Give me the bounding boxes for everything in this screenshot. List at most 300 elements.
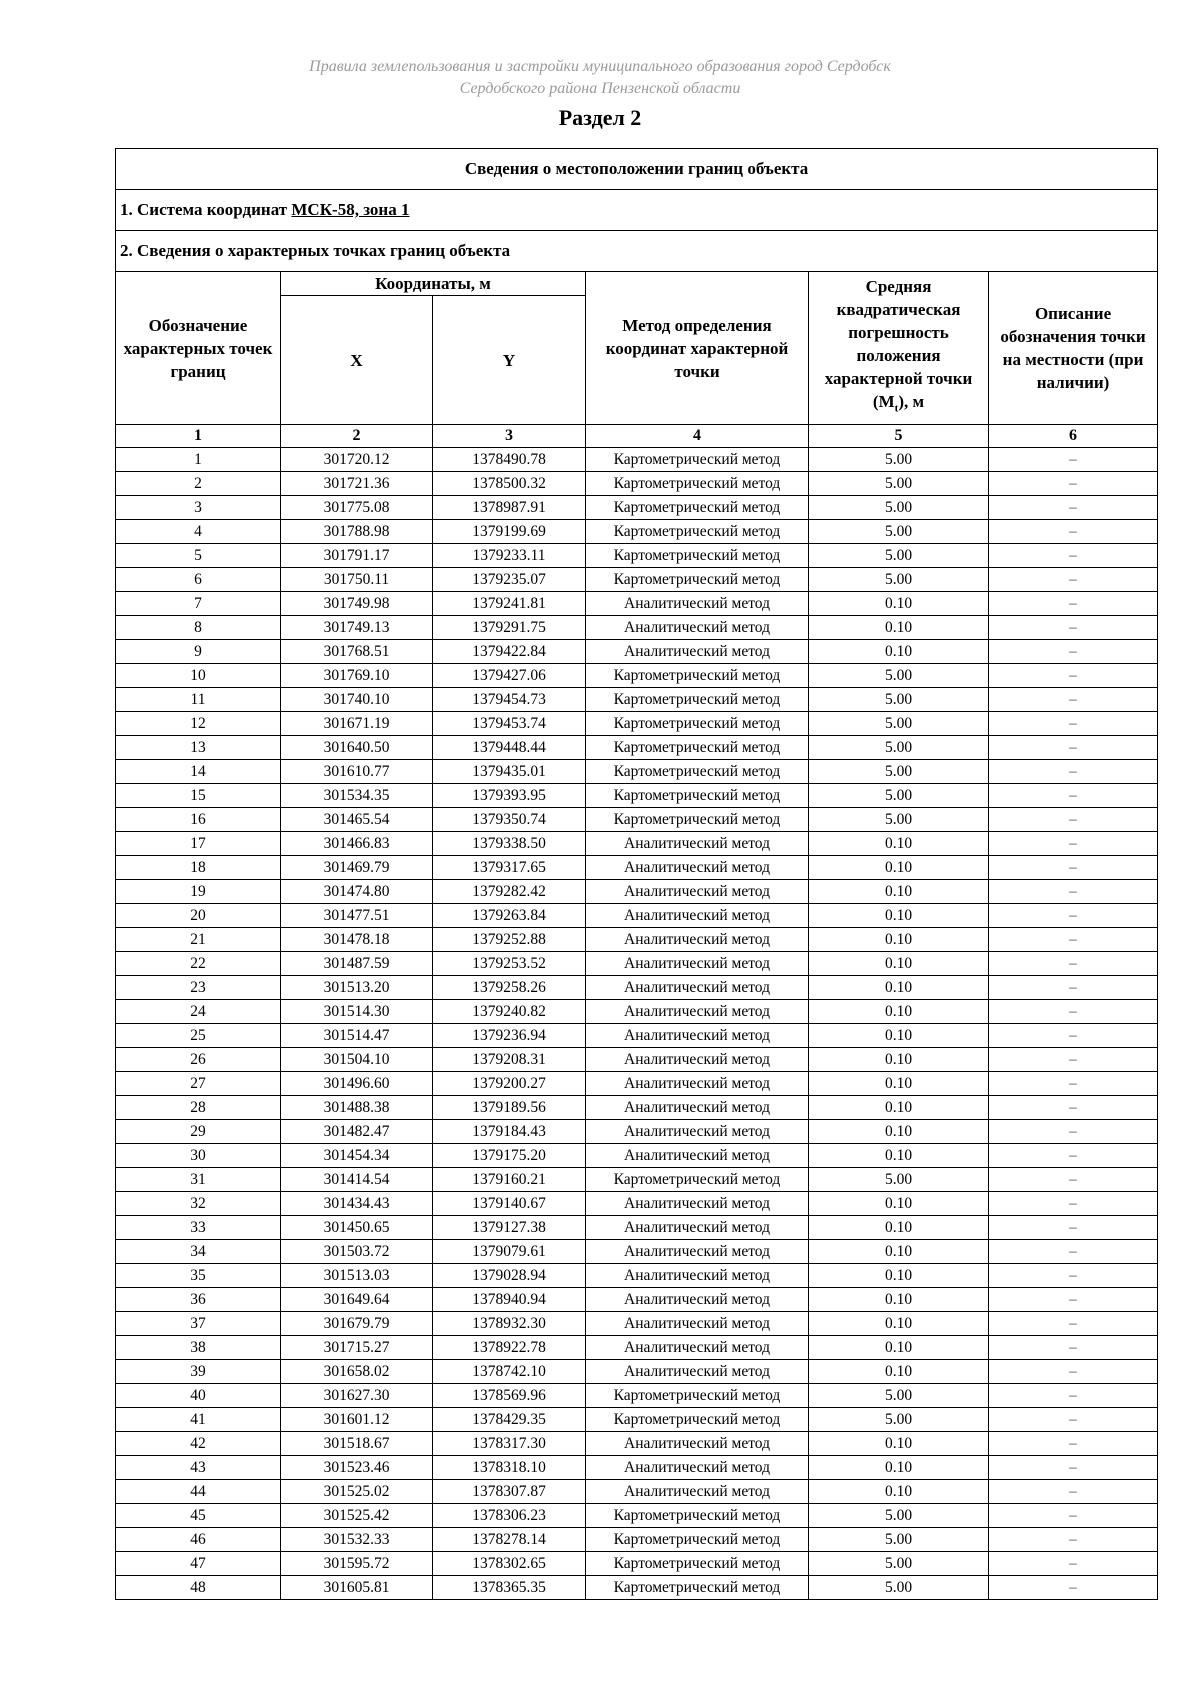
y-cell: 1378569.96 <box>433 1384 586 1408</box>
column-number-2: 2 <box>281 425 433 448</box>
description-cell: – <box>989 1528 1158 1552</box>
method-cell: Картометрический метод <box>586 1384 809 1408</box>
error-cell: 0.10 <box>809 1288 989 1312</box>
description-cell: – <box>989 1552 1158 1576</box>
method-cell: Аналитический метод <box>586 1024 809 1048</box>
x-cell: 301454.34 <box>281 1144 433 1168</box>
point-id-cell: 21 <box>116 928 281 952</box>
point-id-cell: 11 <box>116 688 281 712</box>
error-cell: 0.10 <box>809 1048 989 1072</box>
description-cell: – <box>989 448 1158 472</box>
error-cell: 0.10 <box>809 976 989 1000</box>
description-cell: – <box>989 1384 1158 1408</box>
table-row <box>116 1312 1158 1336</box>
x-cell: 301513.20 <box>281 976 433 1000</box>
point-id-cell: 42 <box>116 1432 281 1456</box>
method-cell: Аналитический метод <box>586 1432 809 1456</box>
error-cell: 0.10 <box>809 1096 989 1120</box>
error-cell: 0.10 <box>809 1360 989 1384</box>
description-cell: – <box>989 1408 1158 1432</box>
y-cell: 1379454.73 <box>433 688 586 712</box>
x-cell: 301610.77 <box>281 760 433 784</box>
method-cell: Аналитический метод <box>586 952 809 976</box>
table-row <box>116 880 1158 904</box>
point-id-cell: 35 <box>116 1264 281 1288</box>
method-cell: Аналитический метод <box>586 904 809 928</box>
point-id-cell: 20 <box>116 904 281 928</box>
method-cell: Аналитический метод <box>586 880 809 904</box>
point-id-cell: 25 <box>116 1024 281 1048</box>
method-cell: Картометрический метод <box>586 784 809 808</box>
table-row <box>116 1096 1158 1120</box>
description-cell: – <box>989 904 1158 928</box>
method-cell: Аналитический метод <box>586 1216 809 1240</box>
error-cell: 0.10 <box>809 640 989 664</box>
table-row <box>116 1264 1158 1288</box>
error-cell: 5.00 <box>809 688 989 712</box>
error-cell: 0.10 <box>809 832 989 856</box>
y-cell: 1378318.10 <box>433 1456 586 1480</box>
x-cell: 301658.02 <box>281 1360 433 1384</box>
point-id-cell: 45 <box>116 1504 281 1528</box>
point-id-cell: 9 <box>116 640 281 664</box>
error-cell: 0.10 <box>809 1312 989 1336</box>
table-row <box>116 1144 1158 1168</box>
point-id-cell: 3 <box>116 496 281 520</box>
x-cell: 301720.12 <box>281 448 433 472</box>
method-cell: Аналитический метод <box>586 1048 809 1072</box>
x-cell: 301504.10 <box>281 1048 433 1072</box>
error-cell: 5.00 <box>809 1552 989 1576</box>
y-cell: 1379189.56 <box>433 1096 586 1120</box>
error-cell: 0.10 <box>809 928 989 952</box>
description-cell: – <box>989 664 1158 688</box>
x-cell: 301534.35 <box>281 784 433 808</box>
table-title: Сведения о местоположении границ объекта <box>116 149 1158 190</box>
x-cell: 301649.64 <box>281 1288 433 1312</box>
table-title-row <box>116 149 1158 190</box>
y-cell: 1379241.81 <box>433 592 586 616</box>
table-row <box>116 1360 1158 1384</box>
y-cell: 1378490.78 <box>433 448 586 472</box>
table-row <box>116 1240 1158 1264</box>
error-cell: 5.00 <box>809 664 989 688</box>
table-row <box>116 1576 1158 1600</box>
x-cell: 301775.08 <box>281 496 433 520</box>
table-row <box>116 1000 1158 1024</box>
description-cell: – <box>989 1192 1158 1216</box>
x-cell: 301503.72 <box>281 1240 433 1264</box>
point-id-cell: 36 <box>116 1288 281 1312</box>
table-row <box>116 1288 1158 1312</box>
table-row <box>116 856 1158 880</box>
table-row <box>116 1336 1158 1360</box>
y-cell: 1379236.94 <box>433 1024 586 1048</box>
x-cell: 301466.83 <box>281 832 433 856</box>
error-cell: 0.10 <box>809 1024 989 1048</box>
table-row <box>116 664 1158 688</box>
y-cell: 1379427.06 <box>433 664 586 688</box>
table-row <box>116 1552 1158 1576</box>
point-id-cell: 7 <box>116 592 281 616</box>
header-point: Обозначение характерных точек границ <box>116 272 281 425</box>
header-line-2: Сердобского района Пензенской области <box>459 80 741 97</box>
table-row <box>116 904 1158 928</box>
x-cell: 301671.19 <box>281 712 433 736</box>
error-cell: 5.00 <box>809 736 989 760</box>
header-row-1 <box>116 272 1158 296</box>
y-cell: 1379453.74 <box>433 712 586 736</box>
method-cell: Аналитический метод <box>586 1360 809 1384</box>
description-cell: – <box>989 688 1158 712</box>
x-cell: 301749.13 <box>281 616 433 640</box>
error-cell: 0.10 <box>809 1432 989 1456</box>
point-id-cell: 43 <box>116 1456 281 1480</box>
y-cell: 1379253.52 <box>433 952 586 976</box>
coord-system-cell <box>116 190 1158 231</box>
description-cell: – <box>989 712 1158 736</box>
description-cell: – <box>989 1576 1158 1600</box>
point-id-cell: 24 <box>116 1000 281 1024</box>
x-cell: 301450.65 <box>281 1216 433 1240</box>
column-number-6: 6 <box>989 425 1158 448</box>
y-cell: 1379317.65 <box>433 856 586 880</box>
x-cell: 301469.79 <box>281 856 433 880</box>
y-cell: 1379240.82 <box>433 1000 586 1024</box>
method-cell: Аналитический метод <box>586 1072 809 1096</box>
y-cell: 1378932.30 <box>433 1312 586 1336</box>
error-cell: 5.00 <box>809 1168 989 1192</box>
method-cell: Картометрический метод <box>586 808 809 832</box>
y-cell: 1379448.44 <box>433 736 586 760</box>
table-row <box>116 808 1158 832</box>
point-id-cell: 23 <box>116 976 281 1000</box>
y-cell: 1379200.27 <box>433 1072 586 1096</box>
document-header <box>0 56 1200 100</box>
point-id-cell: 31 <box>116 1168 281 1192</box>
y-cell: 1378317.30 <box>433 1432 586 1456</box>
description-cell: – <box>989 1024 1158 1048</box>
point-id-cell: 26 <box>116 1048 281 1072</box>
table-row <box>116 472 1158 496</box>
method-cell: Картометрический метод <box>586 544 809 568</box>
header-description: Описание обозначения точки на местности (при наличии) <box>989 272 1158 425</box>
x-cell: 301482.47 <box>281 1120 433 1144</box>
y-cell: 1378306.23 <box>433 1504 586 1528</box>
error-cell: 5.00 <box>809 712 989 736</box>
method-cell: Картометрический метод <box>586 664 809 688</box>
error-cell: 0.10 <box>809 592 989 616</box>
section-title: Раздел 2 <box>558 105 642 130</box>
method-cell: Картометрический метод <box>586 760 809 784</box>
x-cell: 301749.98 <box>281 592 433 616</box>
error-cell: 5.00 <box>809 568 989 592</box>
y-cell: 1379140.67 <box>433 1192 586 1216</box>
method-cell: Аналитический метод <box>586 1120 809 1144</box>
point-id-cell: 37 <box>116 1312 281 1336</box>
description-cell: – <box>989 544 1158 568</box>
x-cell: 301414.54 <box>281 1168 433 1192</box>
table-row <box>116 1528 1158 1552</box>
table-row <box>116 976 1158 1000</box>
point-id-cell: 2 <box>116 472 281 496</box>
x-cell: 301715.27 <box>281 1336 433 1360</box>
point-id-cell: 6 <box>116 568 281 592</box>
description-cell: – <box>989 928 1158 952</box>
method-cell: Картометрический метод <box>586 736 809 760</box>
method-cell: Аналитический метод <box>586 1000 809 1024</box>
x-cell: 301488.38 <box>281 1096 433 1120</box>
method-cell: Картометрический метод <box>586 496 809 520</box>
column-number-3: 3 <box>433 425 586 448</box>
error-cell: 5.00 <box>809 1528 989 1552</box>
y-cell: 1379252.88 <box>433 928 586 952</box>
point-id-cell: 44 <box>116 1480 281 1504</box>
y-cell: 1379208.31 <box>433 1048 586 1072</box>
y-cell: 1378307.87 <box>433 1480 586 1504</box>
point-id-cell: 19 <box>116 880 281 904</box>
x-cell: 301679.79 <box>281 1312 433 1336</box>
method-cell: Аналитический метод <box>586 1336 809 1360</box>
description-cell: – <box>989 592 1158 616</box>
error-cell: 0.10 <box>809 1192 989 1216</box>
error-cell: 0.10 <box>809 1072 989 1096</box>
x-cell: 301769.10 <box>281 664 433 688</box>
x-cell: 301474.80 <box>281 880 433 904</box>
table-row <box>116 1048 1158 1072</box>
method-cell: Картометрический метод <box>586 1576 809 1600</box>
table-row <box>116 736 1158 760</box>
error-cell: 0.10 <box>809 1120 989 1144</box>
y-cell: 1379263.84 <box>433 904 586 928</box>
method-cell: Картометрический метод <box>586 1504 809 1528</box>
point-id-cell: 41 <box>116 1408 281 1432</box>
error-cell: 5.00 <box>809 496 989 520</box>
error-cell: 5.00 <box>809 472 989 496</box>
x-cell: 301740.10 <box>281 688 433 712</box>
error-cell: 0.10 <box>809 1240 989 1264</box>
error-cell: 0.10 <box>809 1216 989 1240</box>
header-y: Y <box>433 296 586 425</box>
x-cell: 301627.30 <box>281 1384 433 1408</box>
table-row <box>116 496 1158 520</box>
description-cell: – <box>989 1360 1158 1384</box>
point-id-cell: 28 <box>116 1096 281 1120</box>
boundary-points-table <box>115 148 1158 1600</box>
point-id-cell: 15 <box>116 784 281 808</box>
y-cell: 1379435.01 <box>433 760 586 784</box>
y-cell: 1378302.65 <box>433 1552 586 1576</box>
header-x: X <box>281 296 433 425</box>
error-cell: 0.10 <box>809 880 989 904</box>
x-cell: 301640.50 <box>281 736 433 760</box>
x-cell: 301721.36 <box>281 472 433 496</box>
method-cell: Картометрический метод <box>586 472 809 496</box>
points-title-row <box>116 231 1158 272</box>
method-cell: Аналитический метод <box>586 928 809 952</box>
method-cell: Аналитический метод <box>586 1288 809 1312</box>
method-cell: Аналитический метод <box>586 1312 809 1336</box>
description-cell: – <box>989 568 1158 592</box>
y-cell: 1378922.78 <box>433 1336 586 1360</box>
x-cell: 301788.98 <box>281 520 433 544</box>
table-row <box>116 928 1158 952</box>
method-cell: Аналитический метод <box>586 616 809 640</box>
description-cell: – <box>989 736 1158 760</box>
point-id-cell: 32 <box>116 1192 281 1216</box>
description-cell: – <box>989 1312 1158 1336</box>
error-cell: 5.00 <box>809 1576 989 1600</box>
method-cell: Аналитический метод <box>586 640 809 664</box>
method-cell: Аналитический метод <box>586 1480 809 1504</box>
description-cell: – <box>989 1240 1158 1264</box>
description-cell: – <box>989 952 1158 976</box>
method-cell: Картометрический метод <box>586 1528 809 1552</box>
y-cell: 1378365.35 <box>433 1576 586 1600</box>
method-cell: Картометрический метод <box>586 1552 809 1576</box>
description-cell: – <box>989 472 1158 496</box>
y-cell: 1379350.74 <box>433 808 586 832</box>
x-cell: 301465.54 <box>281 808 433 832</box>
column-number-5: 5 <box>809 425 989 448</box>
table-row <box>116 616 1158 640</box>
description-cell: – <box>989 616 1158 640</box>
point-id-cell: 40 <box>116 1384 281 1408</box>
error-cell: 5.00 <box>809 1408 989 1432</box>
table-row <box>116 1216 1158 1240</box>
table-row <box>116 1192 1158 1216</box>
header-line-1: Правила землепользования и застройки муниципального образования город Сердобск <box>309 58 891 75</box>
table-row <box>116 568 1158 592</box>
description-cell: – <box>989 1048 1158 1072</box>
point-id-cell: 48 <box>116 1576 281 1600</box>
point-id-cell: 22 <box>116 952 281 976</box>
error-cell: 0.10 <box>809 1000 989 1024</box>
error-cell: 5.00 <box>809 808 989 832</box>
column-number-1: 1 <box>116 425 281 448</box>
x-cell: 301595.72 <box>281 1552 433 1576</box>
point-id-cell: 10 <box>116 664 281 688</box>
description-cell: – <box>989 1456 1158 1480</box>
coord-system-row <box>116 190 1158 231</box>
points-title: 2. Сведения о характерных точках границ объекта <box>116 231 1158 272</box>
point-id-cell: 5 <box>116 544 281 568</box>
point-id-cell: 8 <box>116 616 281 640</box>
method-cell: Аналитический метод <box>586 1192 809 1216</box>
table-row <box>116 952 1158 976</box>
method-cell: Картометрический метод <box>586 448 809 472</box>
x-cell: 301605.81 <box>281 1576 433 1600</box>
table-row <box>116 1168 1158 1192</box>
header-error: Средняя квадратическая погрешность положения характерной точки $(M_t)$, м <box>809 272 989 425</box>
table-row <box>116 544 1158 568</box>
error-cell: 0.10 <box>809 1336 989 1360</box>
error-cell: 0.10 <box>809 1264 989 1288</box>
method-cell: Аналитический метод <box>586 1264 809 1288</box>
table-row <box>116 712 1158 736</box>
point-id-cell: 39 <box>116 1360 281 1384</box>
y-cell: 1378278.14 <box>433 1528 586 1552</box>
point-id-cell: 14 <box>116 760 281 784</box>
table-row <box>116 1504 1158 1528</box>
description-cell: – <box>989 1072 1158 1096</box>
y-cell: 1379127.38 <box>433 1216 586 1240</box>
error-cell: 5.00 <box>809 760 989 784</box>
description-cell: – <box>989 1288 1158 1312</box>
x-cell: 301523.46 <box>281 1456 433 1480</box>
description-cell: – <box>989 1000 1158 1024</box>
description-cell: – <box>989 880 1158 904</box>
description-cell: – <box>989 1216 1158 1240</box>
y-cell: 1379282.42 <box>433 880 586 904</box>
description-cell: – <box>989 1432 1158 1456</box>
y-cell: 1379393.95 <box>433 784 586 808</box>
method-cell: Картометрический метод <box>586 1168 809 1192</box>
description-cell: – <box>989 808 1158 832</box>
table-row <box>116 832 1158 856</box>
point-id-cell: 16 <box>116 808 281 832</box>
x-cell: 301791.17 <box>281 544 433 568</box>
point-id-cell: 46 <box>116 1528 281 1552</box>
x-cell: 301750.11 <box>281 568 433 592</box>
table-row <box>116 1456 1158 1480</box>
x-cell: 301768.51 <box>281 640 433 664</box>
error-cell: 0.10 <box>809 952 989 976</box>
table-row <box>116 1432 1158 1456</box>
y-cell: 1379160.21 <box>433 1168 586 1192</box>
error-cell: 5.00 <box>809 1384 989 1408</box>
x-cell: 301487.59 <box>281 952 433 976</box>
x-cell: 301478.18 <box>281 928 433 952</box>
x-cell: 301513.03 <box>281 1264 433 1288</box>
table-row <box>116 688 1158 712</box>
x-cell: 301525.42 <box>281 1504 433 1528</box>
error-cell: 5.00 <box>809 448 989 472</box>
x-cell: 301496.60 <box>281 1072 433 1096</box>
description-cell: – <box>989 832 1158 856</box>
y-cell: 1378987.91 <box>433 496 586 520</box>
point-id-cell: 17 <box>116 832 281 856</box>
y-cell: 1378742.10 <box>433 1360 586 1384</box>
coord-system-value: МСК-58, зона 1 <box>291 200 410 219</box>
table-row <box>116 640 1158 664</box>
description-cell: – <box>989 1120 1158 1144</box>
description-cell: – <box>989 760 1158 784</box>
y-cell: 1378429.35 <box>433 1408 586 1432</box>
y-cell: 1379422.84 <box>433 640 586 664</box>
y-cell: 1379079.61 <box>433 1240 586 1264</box>
description-cell: – <box>989 784 1158 808</box>
method-cell: Аналитический метод <box>586 1240 809 1264</box>
point-id-cell: 30 <box>116 1144 281 1168</box>
x-cell: 301477.51 <box>281 904 433 928</box>
error-cell: 5.00 <box>809 784 989 808</box>
y-cell: 1378940.94 <box>433 1288 586 1312</box>
error-cell: 0.10 <box>809 856 989 880</box>
description-cell: – <box>989 976 1158 1000</box>
method-cell: Аналитический метод <box>586 832 809 856</box>
method-cell: Картометрический метод <box>586 1408 809 1432</box>
table-row <box>116 1384 1158 1408</box>
table-row <box>116 784 1158 808</box>
x-cell: 301525.02 <box>281 1480 433 1504</box>
point-id-cell: 47 <box>116 1552 281 1576</box>
description-cell: – <box>989 1480 1158 1504</box>
method-cell: Аналитический метод <box>586 1456 809 1480</box>
y-cell: 1379258.26 <box>433 976 586 1000</box>
description-cell: – <box>989 496 1158 520</box>
header-method: Метод определения координат характерной точки <box>586 272 809 425</box>
